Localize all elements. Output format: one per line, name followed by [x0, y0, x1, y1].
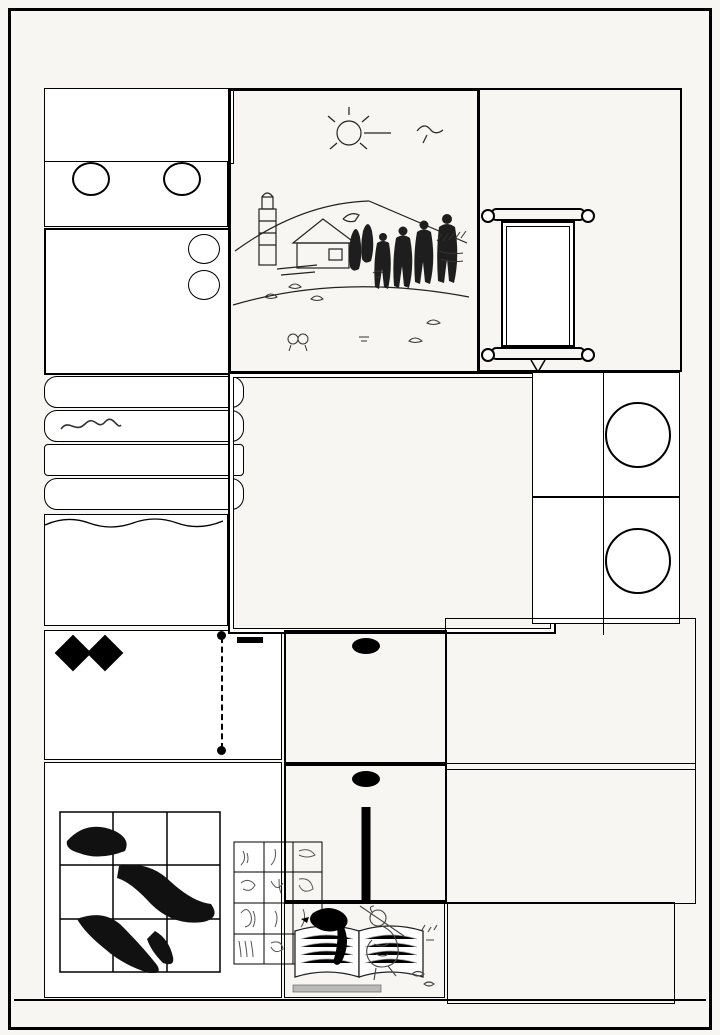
mystery-box [44, 630, 282, 760]
scroll-rod-bottom [491, 347, 585, 360]
diamond-char [87, 635, 124, 672]
mystery-title [57, 639, 121, 669]
special-open-box [284, 763, 447, 904]
lucky-code-row [44, 376, 244, 408]
brand-strip-left [13, 86, 39, 994]
lucky-range-row [44, 478, 244, 510]
scroll-paper [501, 221, 575, 347]
lucky-zodiac-row [44, 410, 244, 442]
year-open-ball [605, 528, 671, 594]
total-open-badge [352, 638, 380, 654]
scene-illustration [228, 88, 480, 374]
divider-dot [217, 746, 226, 755]
contribution-box [44, 514, 228, 626]
scroll-rod-top [491, 208, 585, 221]
monkey-drawing [352, 902, 444, 996]
computer-analysis-box [228, 372, 556, 634]
brand-strip-top [22, 58, 698, 80]
cold-hot-box [44, 161, 228, 227]
special-open-paragraph [445, 763, 696, 904]
wavy-divider [45, 515, 223, 529]
cold-hot-number [72, 162, 110, 196]
buy-small-box [445, 618, 696, 770]
scene-drawing [231, 91, 471, 365]
special-code-box [44, 228, 230, 375]
divider-dot [217, 631, 226, 640]
dashed-divider [221, 637, 223, 749]
year-open-ball [605, 402, 671, 468]
special-open-badge [352, 771, 380, 787]
special-code-number [188, 234, 220, 264]
hot-weak-table [44, 88, 234, 164]
scroll-graphic [485, 208, 591, 364]
divider-stem [361, 807, 370, 900]
lucky-color-row [44, 444, 244, 476]
tips-label [237, 637, 263, 643]
year-open-box [532, 497, 680, 624]
hexagram-panel [477, 88, 682, 372]
year-open-box [532, 372, 680, 497]
footer-imprint [14, 999, 706, 1028]
cold-hot-number [163, 162, 201, 196]
special-code-number [188, 270, 220, 300]
treasure-note-box [447, 902, 675, 1004]
total-open-box [284, 630, 447, 766]
handwritten-scribble [59, 416, 123, 436]
puzzle-grid-ink [59, 811, 221, 973]
zodiac-puzzle-box [44, 762, 282, 998]
figure-sketch [352, 902, 444, 996]
